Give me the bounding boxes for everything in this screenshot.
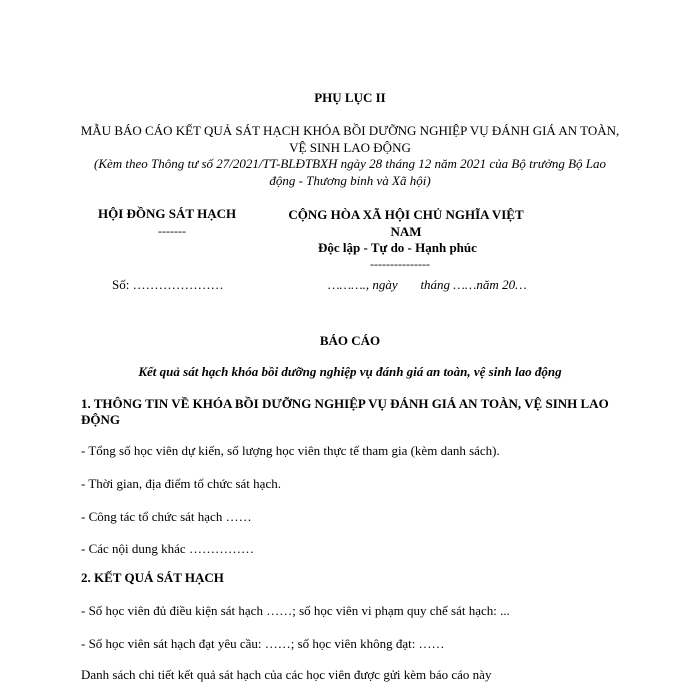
list-item: - Số học viên sát hạch đạt yêu cầu: ……; số học viên không đạt: …… bbox=[81, 636, 445, 651]
section2-heading: 2. KẾT QUẢ SÁT HẠCH bbox=[81, 570, 224, 585]
republic-name: CỘNG HÒA XÃ HỘI CHỦ NGHĨA VIỆT NAM bbox=[288, 207, 524, 239]
document-number: Số: ………………… bbox=[112, 277, 224, 292]
report-heading: BÁO CÁO bbox=[319, 333, 381, 348]
list-item: - Thời gian, địa điểm tổ chức sát hạch. bbox=[81, 476, 281, 491]
council-name: HỘI ĐỒNG SÁT HẠCH bbox=[98, 206, 237, 221]
motto-separator: --------------- bbox=[370, 257, 430, 271]
council-separator: ------- bbox=[158, 224, 186, 238]
national-motto: Độc lập - Tự do - Hạnh phúc bbox=[318, 240, 477, 255]
date-line: ………., ngày tháng ……năm 20… bbox=[328, 277, 527, 292]
list-item: - Số học viên đủ điều kiện sát hạch ……; số học viên vi phạm quy chế sát hạch: ... bbox=[81, 603, 510, 618]
list-item: - Tổng số học viên dự kiến, số lượng học viên thực tế tham gia (kèm danh sách). bbox=[81, 443, 500, 458]
section1-heading: 1. THÔNG TIN VỀ KHÓA BỒI DƯỠNG NGHIỆP VỤ ĐÁNH GIÁ AN TOÀN, VỆ SINH LAO ĐỘNG bbox=[81, 396, 609, 427]
list-item: - Các nội dung khác …………… bbox=[81, 541, 254, 556]
details-note: Danh sách chi tiết kết quả sát hạch của các học viên được gửi kèm báo cáo này bbox=[81, 667, 492, 682]
list-item: - Công tác tổ chức sát hạch …… bbox=[81, 509, 252, 524]
form-title: MẪU BÁO CÁO KẾT QUẢ SÁT HẠCH KHÓA BỒI DƯỠNG NGHIỆP VỤ ĐÁNH GIÁ AN TOÀN, VỆ SINH LAO ĐỘNG bbox=[80, 123, 620, 155]
appendix-title: PHỤ LỤC II bbox=[314, 90, 386, 105]
form-subtitle: (Kèm theo Thông tư số 27/2021/TT-BLĐTBXH ngày 28 tháng 12 năm 2021 của Bộ trưởng Bộ Lao động - Thương binh và Xã hội) bbox=[94, 156, 606, 188]
report-subheading: Kết quả sát hạch khóa bồi dưỡng nghiệp vụ đánh giá an toàn, vệ sinh lao động bbox=[138, 364, 562, 379]
